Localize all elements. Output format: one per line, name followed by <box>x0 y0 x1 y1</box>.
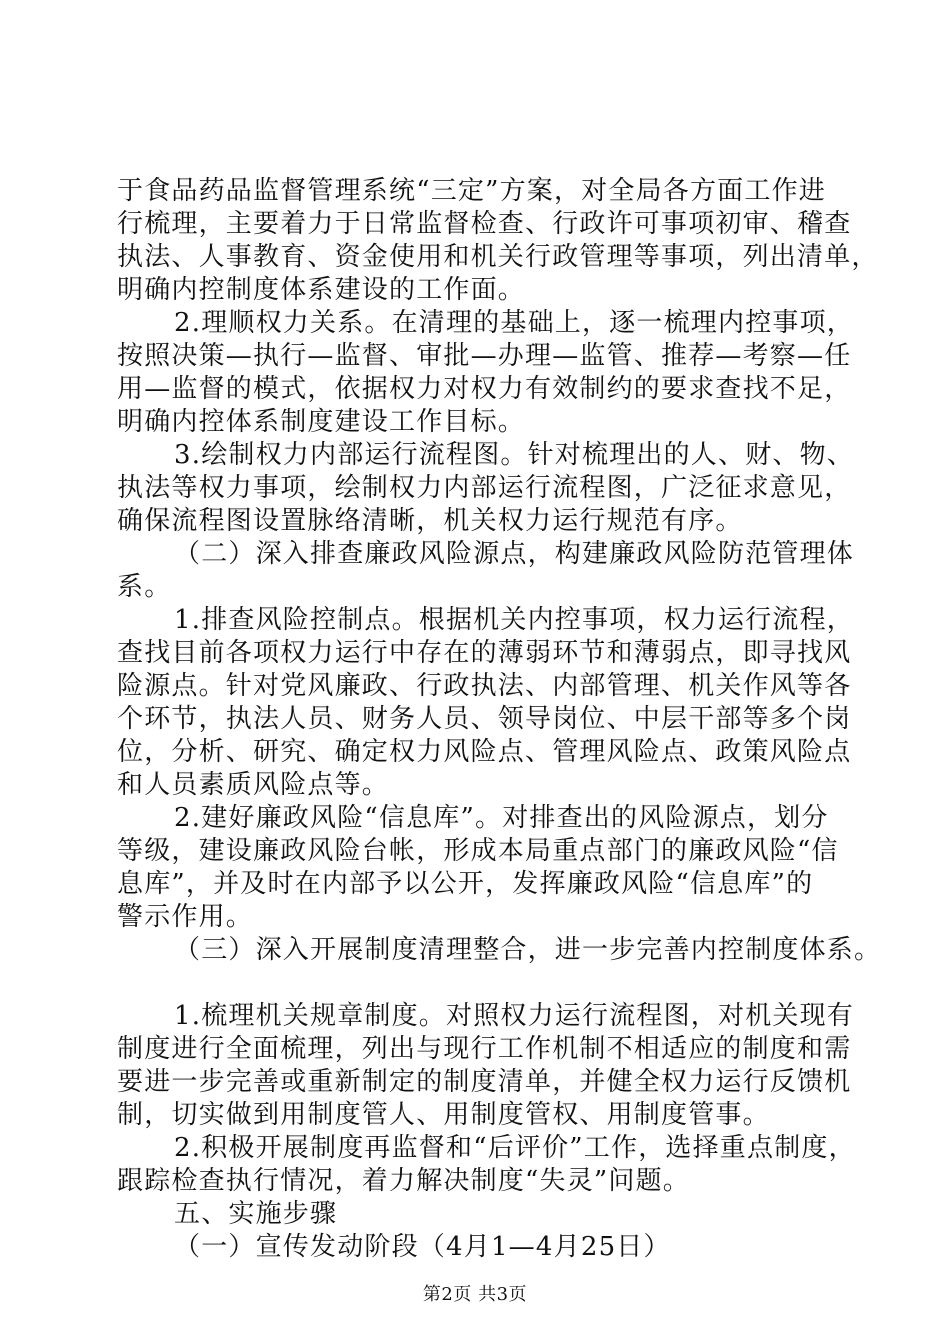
text-line: 等级，建设廉政风险台帐，形成本局重点部门的廉政风险“信 <box>117 836 839 866</box>
text-line: 警示作用。 <box>117 902 254 932</box>
text-line: 明确内控体系制度建设工作目标。 <box>117 407 526 437</box>
section-heading: 系。 <box>117 572 172 602</box>
text-line: 要进一步完善或重新制定的制度清单，并健全权力运行反馈机 <box>117 1067 852 1097</box>
text-line: 执法、人事教育、资金使用和机关行政管理等事项，列出清单， <box>117 242 879 272</box>
text-line: 险源点。针对党风廉政、行政执法、内部管理、机关作风等各 <box>117 671 852 701</box>
text-line: 个环节，执法人员、财务人员、领导岗位、中层干部等多个岗 <box>117 704 852 734</box>
text-line: 用—监督的模式，依据权力对权力有效制约的要求查找不足， <box>117 374 852 404</box>
text-line: 2.积极开展制度再监督和“后评价”工作，选择重点制度， <box>174 1133 856 1163</box>
text-line: 3.绘制权力内部运行流程图。针对梳理出的人、财、物、 <box>174 440 855 470</box>
text-line: 行梳理，主要着力于日常监督检查、行政许可事项初审、稽查 <box>117 209 852 239</box>
text-line: 明确内控制度体系建设的工作面。 <box>117 275 526 305</box>
page-footer: 第2页 共3页 <box>422 1284 528 1305</box>
text-line: 执法等权力事项，绘制权力内部运行流程图，广泛征求意见， <box>117 473 852 503</box>
text-line: 制，切实做到用制度管人、用制度管权、用制度管事。 <box>117 1100 770 1130</box>
section-heading: （二）深入排查廉政风险源点，构建廉政风险防范管理体 <box>174 539 855 569</box>
text-line: 查找目前各项权力运行中存在的薄弱环节和薄弱点，即寻找风 <box>117 638 852 668</box>
text-line: 跟踪检查执行情况，着力解决制度“失灵”问题。 <box>117 1166 690 1196</box>
text-line: 2.理顺权力关系。在清理的基础上，逐一梳理内控事项， <box>174 308 855 338</box>
text-line: 1.排查风险控制点。根据机关内控事项，权力运行流程， <box>174 605 855 635</box>
section-heading: 五、实施步骤 <box>174 1199 338 1229</box>
text-line: 和人员素质风险点等。 <box>117 770 390 800</box>
text-line: 1.梳理机关规章制度。对照权力运行流程图，对机关现有 <box>174 1001 855 1031</box>
text-line: 按照决策—执行—监督、审批—办理—监管、推荐—考察—任 <box>117 341 852 371</box>
text-line: 息库”，并及时在内部予以公开，发挥廉政风险“信息库”的 <box>117 869 814 899</box>
section-heading: （一）宣传发动阶段（4月1—4月25日） <box>174 1232 671 1262</box>
text-line: 于食品药品监督管理系统“三定”方案，对全局各方面工作进 <box>117 176 826 206</box>
section-heading: （三）深入开展制度清理整合，进一步完善内控制度体系。 <box>174 935 882 965</box>
text-line: 位，分析、研究、确定权力风险点、管理风险点、政策风险点 <box>117 737 852 767</box>
text-line: 2.建好廉政风险“信息库”。对排查出的风险源点，划分 <box>174 803 829 833</box>
text-line: 确保流程图设置脉络清晰，机关权力运行规范有序。 <box>117 506 743 536</box>
text-line: 制度进行全面梳理，列出与现行工作机制不相适应的制度和需 <box>117 1034 852 1064</box>
